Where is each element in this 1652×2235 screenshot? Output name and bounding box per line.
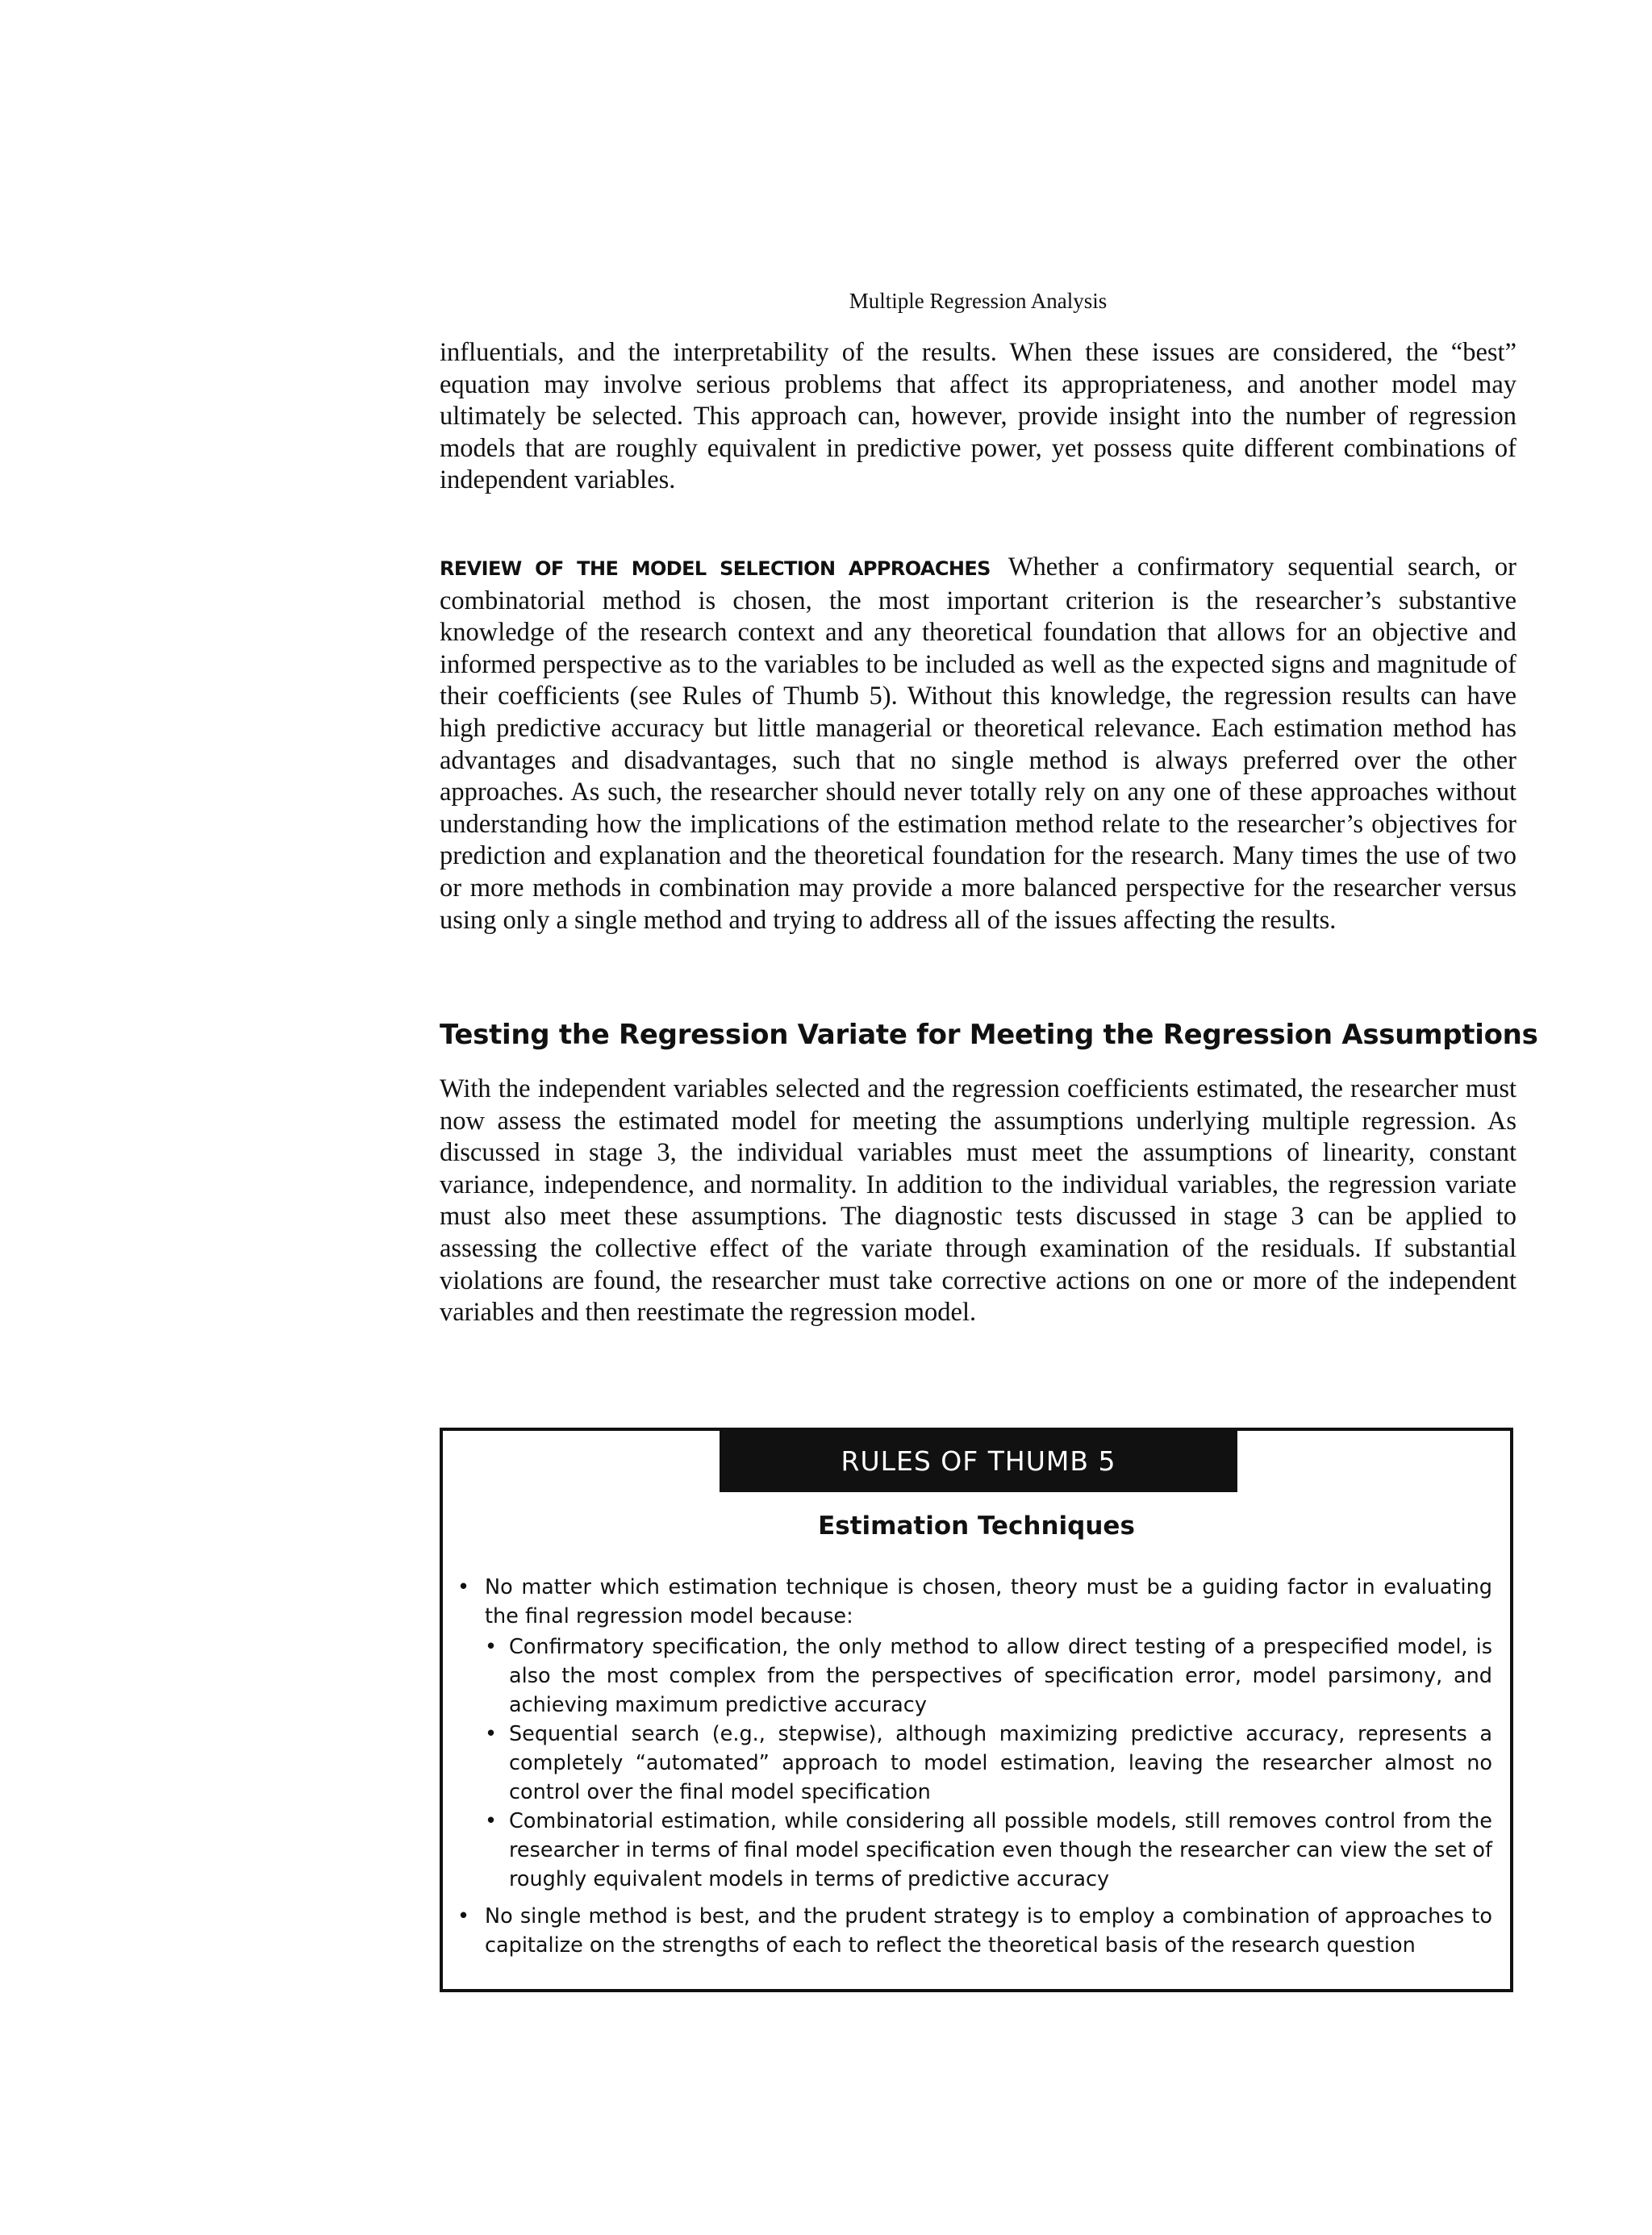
section-paragraph: With the independent variables selected and the regression coefficients estimated, the researcher must now assess the estimated model for meeting the assumptions underlying multiple regression. As discussed in stage 3, the individual variables must meet the assumptions of linearity, constant variance, independence, and normality. In addition to the individual variables, the regression variate must also meet these assumptions. The diagnostic tests discussed in stage 3 can be applied to assessing the collective effect of the variate through examination of the residuals. If substantial violations are found, the researcher must take corrective actions on one or more of the independent variables and then reestimate the regression model. <box>440 1074 1516 1328</box>
rule-subitem-text: Sequential search (e.g., stepwise), although maximizing predictive accuracy, represents a completely “automated” approach to model estimation, leaving the researcher almost no control over the final model specification <box>509 1722 1492 1804</box>
rule-item <box>457 1902 1492 1960</box>
bullet-icon: • <box>485 1635 498 1659</box>
rule-subitem <box>485 1632 1492 1720</box>
rule-subitem <box>485 1720 1492 1807</box>
review-paragraph-block <box>440 552 1516 936</box>
rule-subitem-text: Confirmatory specification, the only method to allow direct testing of a prespecified model, is also the most complex from the perspectives of specification error, model parsimony, and achieving maximum predictive accuracy <box>509 1635 1492 1717</box>
review-paragraph-text: Whether a confirmatory sequential search, or combinatorial method is chosen, the most important criterion is the researcher’s substantive knowledge of the research context and any theoretical foundation that allows for an objective and informed perspective as to the variables to be included as well as the expected signs and magnitude of their coefficients (see Rules of Thumb 5). Without this knowledge, the regression results can have high predictive accuracy but little managerial or theoretical relevance. Each estimation method has advantages and disadvantages, such that no single method is always preferred over the other approaches. As such, the researcher should never totally rely on any one of these approaches without understanding how the implications of the estimation method relate to the researcher’s objectives for prediction and explanation and the theoretical foundation for the research. Many times the use of two or more methods in combination may provide a more balanced perspective for the researcher versus using only a single method and trying to address all of the issues affecting the results. <box>440 552 1516 935</box>
bullet-icon: • <box>457 1904 470 1929</box>
section-paragraph-block <box>440 1074 1516 1329</box>
review-run-in-heading: REVIEW OF THE MODEL SELECTION APPROACHES <box>440 557 991 580</box>
review-paragraph <box>440 552 1516 936</box>
rules-of-thumb-box <box>440 1428 1513 1992</box>
rule-subitem-text: Combinatorial estimation, while considering all possible models, still removes control from the researcher in terms of final model specification even though the researcher can view the set of roughly equivalent models in terms of predictive accuracy <box>509 1809 1492 1891</box>
rule-sublist <box>485 1632 1492 1894</box>
rules-list <box>443 1573 1510 1960</box>
running-head: Multiple Regression Analysis <box>849 289 1108 313</box>
rule-item <box>457 1573 1492 1894</box>
rule-item-text: No single method is best, and the prudent strategy is to employ a combination of approaches to capitalize on the strengths of each to reflect the theoretical basis of the research question <box>485 1904 1492 1958</box>
rules-subtitle: Estimation Techniques <box>818 1512 1135 1541</box>
bullet-icon: • <box>485 1722 498 1746</box>
bullet-icon: • <box>457 1575 470 1599</box>
rule-item-text: No matter which estimation technique is chosen, theory must be a guiding factor in evaluating the final regression model because: <box>485 1575 1492 1628</box>
intro-paragraph: influentials, and the interpretability of the results. When these issues are considered, the “best” equation may involve serious problems that affect its appropriateness, and another model may ultimately be selected. This approach can, however, provide insight into the number of regression models that are roughly equivalent in predictive power, yet possess quite different combinations of independent variables. <box>440 338 1516 495</box>
intro-paragraph-block <box>440 337 1516 497</box>
section-heading: Testing the Regression Variate for Meeting the Regression Assumptions <box>440 1019 1538 1051</box>
rule-subitem <box>485 1807 1492 1894</box>
rules-banner: RULES OF THUMB 5 <box>720 1431 1237 1492</box>
bullet-icon: • <box>485 1809 498 1833</box>
